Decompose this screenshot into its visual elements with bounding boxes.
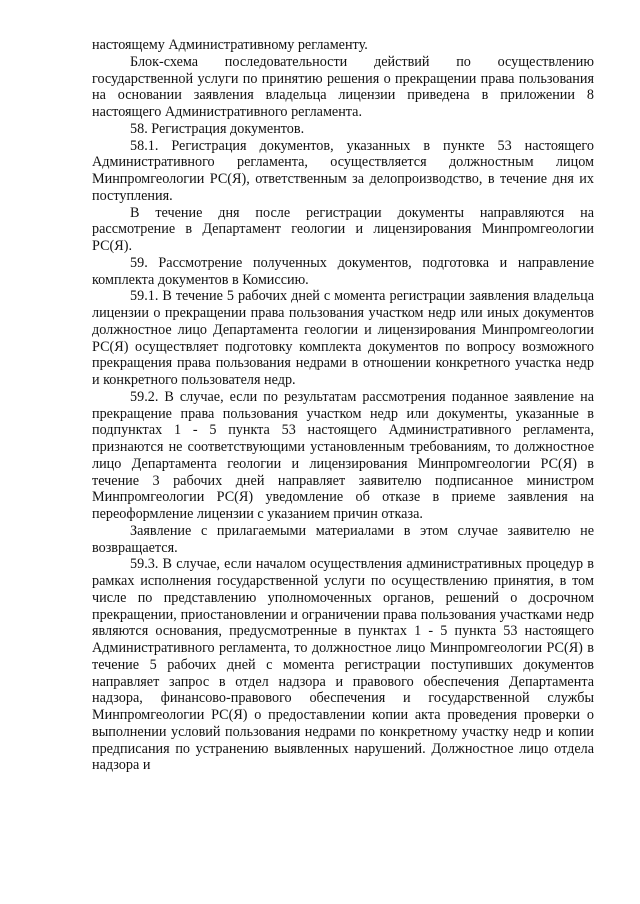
paragraph-59-1: 59.1. В течение 5 рабочих дней с момента регистрации заявления владельца лицензии о прекращении права пользования участком недр или иных документов должностное лицо Департамента геологии и лицензирования Минпромгеологии РС(Я) осуществляет подготовку комплекта документов по вопросу возможного прекращения права пользования недрами в отношении конкретного участка недр и конкретного пользователя недр.	[92, 288, 594, 388]
section-heading-58: 58. Регистрация документов.	[130, 120, 305, 137]
section-heading-59: 59. Рассмотрение полученных документов, подготовка и направление комплекта документов в Комиссию.	[92, 254, 594, 288]
paragraph-continuation: настоящему Административному регламенту.	[92, 37, 368, 53]
paragraph-58-1: 58.1. Регистрация документов, указанных в пункте 53 настоящего Административного регламента, осуществляется должностным лицом Минпромгеологии РС(Я), ответственным за делопроизводство, в течение дня их поступления.	[92, 137, 594, 204]
paragraph-flowchart-reference: Блок-схема последовательности действий по осуществлению государственной услуги по принятию решения о прекращении права пользования на основании заявления владельца лицензии приведена в приложении 8 настоящего Административного регламента.	[92, 53, 594, 120]
paragraph-59-2-note: Заявление с прилагаемыми материалами в этом случае заявителю не возвращается.	[92, 522, 594, 556]
paragraph-59-3: 59.3. В случае, если началом осуществления административных процедур в рамках исполнения государственной услуги по осуществлению принятия, в том числе по представлению уполномоченных органов, решений о досрочном прекращении, приостановлении и ограничении права пользования участками недр являются основания, предусмотренные в пунктах 1 - 5 пункта 53 настоящего Административного регламента, то должностное лицо Минпромгеологии РС(Я) в течение 5 рабочих дней с момента регистрации поступивших документов направляет запрос в отдел надзора и правового обеспечения Департамента надзора, финансово-правового обеспечения и государственной службы Минпромгеологии РС(Я) о предоставлении копии акта проведения проверки о выполнении условий пользования недрами по конкретному участку недр и копии предписания по устранению выявленных нарушений. Должностное лицо отдела надзора и	[92, 556, 594, 774]
paragraph-58-forwarding: В течение дня после регистрации документы направляются на рассмотрение в Департамент геологии и лицензирования Минпромгеологии РС(Я).	[92, 204, 594, 254]
paragraph-59-2: 59.2. В случае, если по результатам рассмотрения поданное заявление на прекращение права пользования участком недр или документы, указанные в подпунктах 1 - 5 пункта 53 настоящего Административного регламента, признаются не соответствующими установленным требованиям, то должностное лицо Департамента геологии и лицензирования Минпромгеологии РС(Я) в течение 3 рабочих дней направляет заявителю подписанное министром Минпромгеологии РС(Я) уведомление об отказе в приеме заявления на переоформление лицензии с указанием причин отказа.	[92, 388, 594, 522]
